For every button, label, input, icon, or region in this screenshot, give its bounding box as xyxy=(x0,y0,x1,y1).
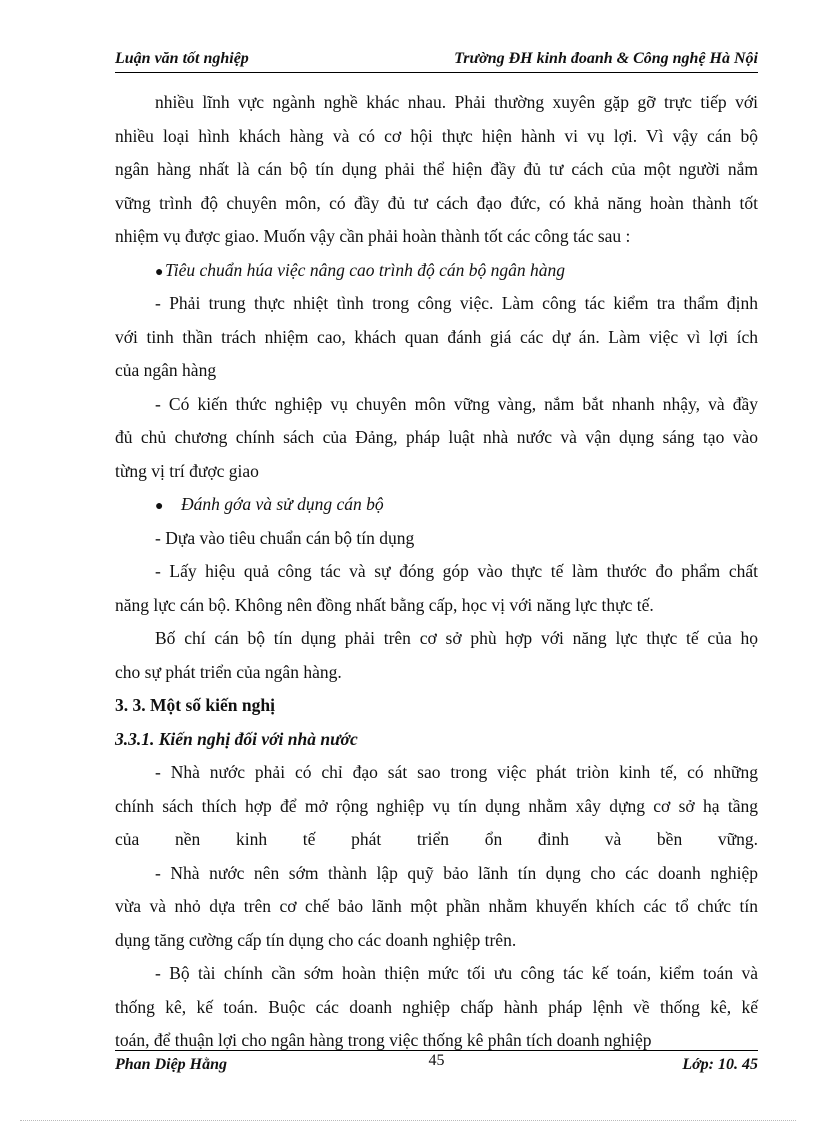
bullet-text: Tiêu chuẩn húa việc nâng cao trình độ cán bộ ngân hàng xyxy=(165,259,566,280)
text-line: vững trình độ chuyên môn, có đầy đủ tư cách đạo đức, có khả năng hoàn thành tốt xyxy=(115,192,758,213)
text-line: nhiệm vụ được giao. Muốn vậy cần phải hoàn thành tốt các công tác sau : xyxy=(115,226,631,246)
text-line: toán, để thuận lợi cho ngân hàng trong việc thống kê phân tích doanh nghiệp xyxy=(115,1030,652,1050)
text-line: của nền kinh tế phát triển ổn đinh và bền vững. xyxy=(115,829,758,849)
text-line: năng lực cán bộ. Không nên đồng nhất bằng cấp, học vị với năng lực thực tế. xyxy=(115,594,654,615)
bullet-icon: ● xyxy=(155,264,164,280)
bullet-text: Đánh gớa và sử dụng cán bộ xyxy=(181,494,384,514)
header-left: Luận văn tốt nghiệp xyxy=(115,50,249,67)
page-number: 45 xyxy=(428,1052,445,1069)
text-line: vừa và nhỏ dựa trên cơ chế bảo lãnh một phần nhằm khuyến khích các tổ chức tín xyxy=(115,896,758,916)
text-line: - Nhà nước nên sớm thành lập quỹ bảo lãnh tín dụng cho các doanh nghiệp xyxy=(155,862,758,883)
text-line: nhiều lĩnh vực ngành nghề khác nhau. Phải thường xuyên gặp gỡ trực tiếp với xyxy=(155,92,758,112)
text-line: Bố chí cán bộ tín dụng phải trên cơ sở phù hợp với năng lực thực tế của họ xyxy=(155,628,758,648)
footer-rule xyxy=(115,1050,758,1051)
text-line: - Phải trung thực nhiệt tình trong công việc. Làm công tác kiểm tra thẩm định xyxy=(155,293,758,313)
text-line: - Có kiến thức nghiệp vụ chuyên môn vững vàng, nắm bắt nhanh nhậy, và đầy xyxy=(155,393,758,414)
text-line: từng vị trí được giao xyxy=(115,460,259,481)
page-footer xyxy=(115,1054,758,1076)
bullet-item xyxy=(115,488,758,522)
text-line: cho sự phát triển của ngân hàng. xyxy=(115,661,342,682)
text-line: với tinh thần trách nhiệm cao, khách quan đánh giá các dự án. Làm việc vì lợi ích xyxy=(115,326,758,347)
text-line: thống kê, kế toán. Buộc các doanh nghiệp chấp hành pháp lệnh về thống kê, kế xyxy=(115,996,758,1017)
page-bottom-divider xyxy=(20,1120,796,1121)
page-header xyxy=(115,50,758,72)
bullet-icon: ● xyxy=(155,499,164,514)
text-line: nhiều loại hình khách hàng và có cơ hội thực hiện hành vi vụ lợi. Vì vậy cán bộ xyxy=(115,125,758,146)
section-heading: 3. 3. Một số kiến nghị xyxy=(115,695,275,715)
text-line: đủ chủ chương chính sách của Đảng, pháp luật nhà nước và vận dụng sáng tạo vào xyxy=(115,427,758,447)
text-line: ngân hàng nhất là cán bộ tín dụng phải thể hiện đầy đủ tư cách của một người nắm xyxy=(115,159,758,179)
text-line: - Bộ tài chính cần sớm hoàn thiện mức tối ưu công tác kế toán, kiểm toán và xyxy=(155,963,758,983)
text-line: - Nhà nước phải có chỉ đạo sát sao trong việc phát triòn kinh tế, có những xyxy=(155,762,758,782)
subsection-heading: 3.3.1. Kiến nghị đối với nhà nước xyxy=(115,728,358,749)
text-line: - Lấy hiệu quả công tác và sự đóng góp vào thực tế làm thước đo phẩm chất xyxy=(155,561,758,581)
text-line: - Dựa vào tiêu chuẩn cán bộ tín dụng xyxy=(155,527,415,548)
header-right: Trường ĐH kinh đoanh & Công nghệ Hà Nội xyxy=(454,50,758,67)
footer-class: Lớp: 10. 45 xyxy=(682,1056,758,1073)
page-body xyxy=(115,86,758,1058)
text-line: chính sách thích hợp để mở rộng nghiệp vụ tín dụng nhằm xây dựng cơ sở hạ tầng xyxy=(115,795,758,816)
bullet-item xyxy=(115,254,758,288)
header-rule xyxy=(115,72,758,73)
text-line: của ngân hàng xyxy=(115,360,217,380)
footer-author: Phan Diệp Hằng xyxy=(115,1056,228,1073)
text-line: dụng tăng cường cấp tín dụng cho các doanh nghiệp trên. xyxy=(115,929,517,950)
